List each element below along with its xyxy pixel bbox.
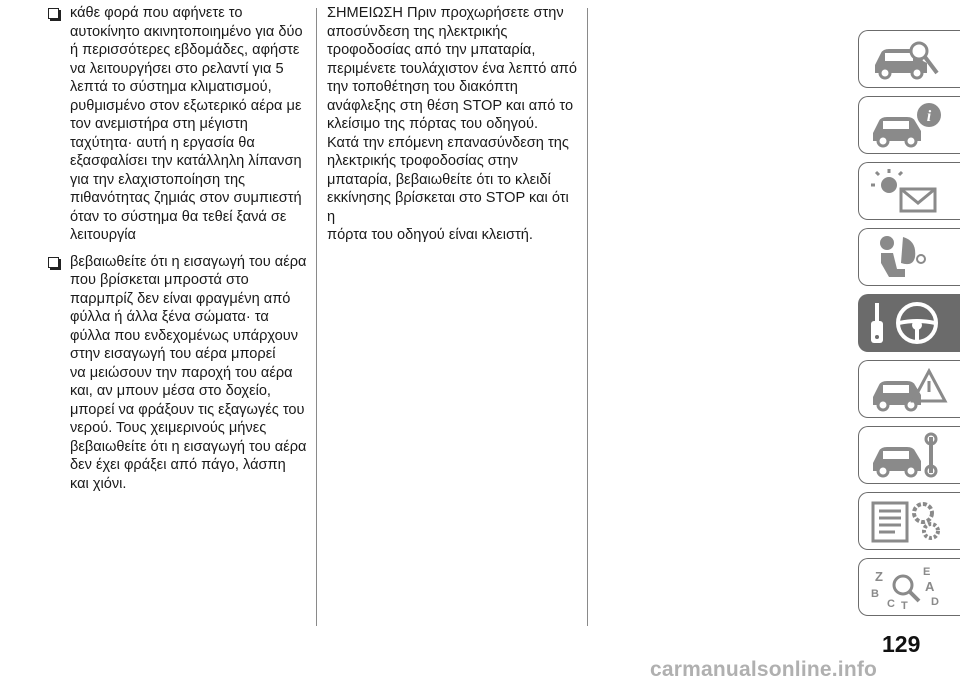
bullet-item-2 <box>48 253 310 494</box>
text-line: να μειώσουν την παροχή του αέρα <box>70 364 293 381</box>
text-line: να λειτουργήσει στο ρελαντί για 5 <box>70 60 284 77</box>
text-line: αποσύνδεση της ηλεκτρικής <box>327 23 508 40</box>
text-line: φύλλα που ενδεχομένως υπάρχουν <box>70 327 299 344</box>
bullet-text <box>70 253 310 494</box>
text-line: δεν έχει φράξει από πάγο, λάσπη <box>70 457 286 473</box>
text-line: κάθε φορά που αφήνετε το <box>70 5 243 21</box>
index-letter: T <box>901 600 908 611</box>
text-line: και χιόνι. <box>70 475 127 492</box>
tab-warning-lights[interactable] <box>858 162 960 220</box>
checkbox-bullet-icon <box>48 257 59 268</box>
text-line: που βρίσκεται μπροστά στο <box>70 272 249 288</box>
text-line: παρμπρίζ δεν είναι φραγμένη από <box>70 290 291 307</box>
checkbox-bullet-icon <box>48 8 59 19</box>
text-line: ή περισσότερες εβδομάδες, αφήστε <box>70 42 300 58</box>
text-line: ρυθμισμένο στον εξωτερικό αέρα με <box>70 97 302 114</box>
text-line: ταχύτητα· αυτή η εργασία θα <box>70 134 255 151</box>
page-number: 129 <box>882 631 921 657</box>
text-line: ΣΗΜΕΙΩΣΗ Πριν προχωρήσετε στην <box>327 5 564 21</box>
text-line: βεβαιωθείτε ότι η εισαγωγή του αέρα <box>70 253 307 270</box>
text-line: τον ανεμιστήρα στη μέγιστη <box>70 116 248 132</box>
chapter-tabs <box>858 30 960 624</box>
alphabetical-index-icon <box>867 563 951 611</box>
tab-car-search[interactable] <box>858 30 960 88</box>
airbag-seat-icon <box>867 233 951 281</box>
car-emergency-icon <box>867 365 951 413</box>
note-paragraph <box>327 4 579 245</box>
text-line: κλείσιμο της πόρτας του οδηγού. <box>327 116 539 132</box>
tab-starting-driving[interactable] <box>858 294 960 352</box>
text-line: νερού. Τους χειμερινούς μήνες <box>70 420 267 436</box>
text-line: λεπτά το σύστημα κλιματισμού, <box>70 79 272 95</box>
text-line: ανάφλεξης στη θέση STOP και από το <box>327 97 574 114</box>
text-line: τροφοδοσίας από την μπαταρία, <box>327 42 536 58</box>
tab-emergency[interactable] <box>858 360 960 418</box>
technical-specs-icon <box>867 497 951 545</box>
watermark: carmanualsonline.info <box>650 658 878 681</box>
column-divider <box>587 8 588 626</box>
car-search-icon <box>867 35 951 83</box>
index-letter: B <box>871 588 879 600</box>
text-line: μπορεί να φράξουν τις εξαγωγές του <box>70 401 305 418</box>
text-line: πιθανότητας ζημιάς στον συμπιεστή <box>70 190 302 206</box>
text-line: εκκίνησης βρίσκεται στο STOP και ότι η <box>327 190 569 225</box>
bullet-item-1 <box>48 4 310 245</box>
index-letter: E <box>923 566 931 578</box>
text-line: όταν το σύστημα θα τεθεί ξανά σε <box>70 208 287 225</box>
tab-airbag-safety[interactable] <box>858 228 960 286</box>
tab-technical-specs[interactable] <box>858 492 960 550</box>
tab-car-info[interactable] <box>858 96 960 154</box>
text-line: την τοποθέτηση του διακόπτη <box>327 79 518 95</box>
text-line: βεβαιωθείτε ότι η εισαγωγή του αέρα <box>70 438 307 455</box>
column-divider <box>316 8 317 626</box>
index-letter: A <box>925 579 935 594</box>
svg-text:i: i <box>926 108 932 125</box>
tab-index[interactable] <box>858 558 960 616</box>
key-steering-wheel-icon <box>867 299 951 347</box>
text-line: λειτουργία <box>70 227 136 243</box>
tab-maintenance[interactable] <box>858 426 960 484</box>
text-line: περιμένετε τουλάχιστον ένα λεπτό από <box>327 60 577 77</box>
warning-lights-message-icon <box>867 167 951 215</box>
text-line: Κατά την επόμενη επανασύνδεση της <box>327 134 569 151</box>
car-maintenance-icon <box>867 431 951 479</box>
text-line: για την ελαχιστοποίηση της <box>70 171 246 188</box>
text-line: πόρτα του οδηγού είναι κλειστή. <box>327 227 533 243</box>
bullet-text <box>70 4 310 245</box>
text-line: φύλλα ή άλλα ξένα σώματα· τα <box>70 309 269 325</box>
left-column <box>48 4 310 501</box>
text-line: εξασφαλίσει την κατάλληλη λίπανση <box>70 153 302 169</box>
text-line: και, αν μπουν μέσα στο δοχείο, <box>70 383 271 399</box>
index-letter: D <box>931 596 939 608</box>
middle-column <box>327 4 579 245</box>
car-info-icon <box>867 101 951 149</box>
text-line: μπαταρία, βεβαιωθείτε ότι το κλειδί <box>327 171 551 188</box>
index-letter: C <box>887 598 895 610</box>
index-letter: Z <box>875 569 883 584</box>
text-line: στην εισαγωγή του αέρα μπορεί <box>70 346 276 362</box>
text-line: ηλεκτρικής τροφοδοσίας στην <box>327 153 518 169</box>
text-line: αυτοκίνητο ακινητοποιημένο για δύο <box>70 23 303 40</box>
